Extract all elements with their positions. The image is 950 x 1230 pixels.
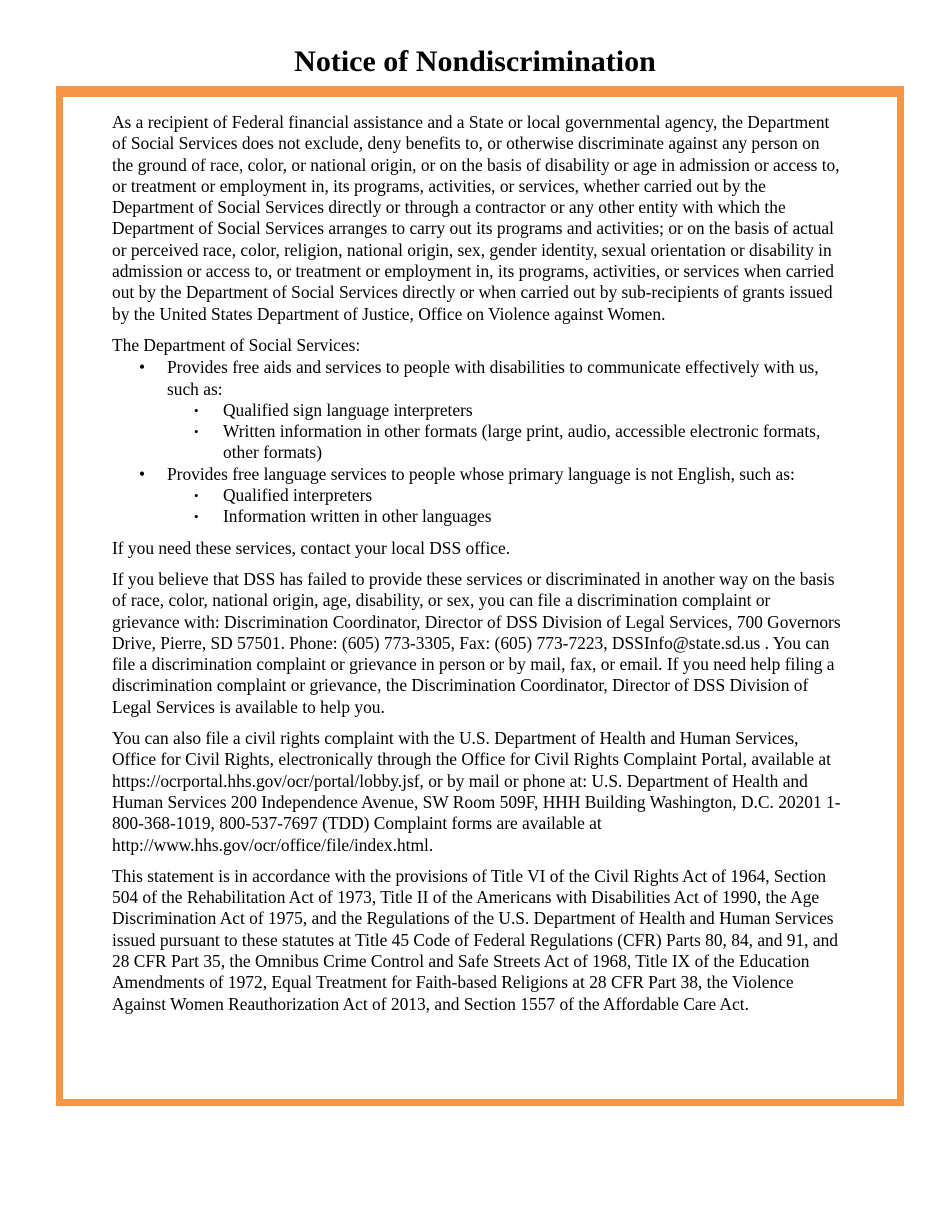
list-item <box>112 464 842 528</box>
nondiscrimination-paragraph: As a recipient of Federal financial assistance and a State or local governmental agency, the Department of Social Services does not exclude, deny benefits to, or otherwise discriminate against any person on the ground of race, color, or national origin, or on the basis of disability or age in admission or access to, or treatment or employment in, its programs, activities, or services, whether carried out by the Department of Social Services directly or through a contractor or any other entity with which the Department of Social Services arranges to carry out its programs and activities; or on the basis of actual or perceived race, color, religion, national origin, sex, gender identity, sexual orientation or disability in admission or access to, or treatment or employment in, its programs, activities, or services when carried out by the Department of Social Services directly or when carried out by sub-recipients of grants issued by the United States Department of Justice, Office on Violence against Women. <box>112 112 840 324</box>
sub-list <box>167 485 842 528</box>
sub-list <box>167 400 842 464</box>
page-title: Notice of Nondiscrimination <box>294 45 656 78</box>
sub-list-item: • Qualified interpreters <box>167 485 842 506</box>
statement-paragraph: This statement is in accordance with the provisions of Title VI of the Civil Rights Act of 1964, Section 504 of the Rehabilitation Act of 1973, Title II of the Americans with Disabilities Act of 1990, the Age Discrimination Act of 1975, and the Regulations of the U.S. Department of Health and Human Services issued pursuant to these statutes at Title 45 Code of Federal Regulations (CFR) Parts 80, 84, and 91, and 28 CFR Part 35, the Omnibus Crime Control and Safe Streets Act of 1968, Title IX of the Education Amendments of 1972, Equal Treatment for Faith-based Religions at 28 CFR Part 38, the Violence Against Women Reauthorization Act of 2013, and Section 1557 of the Affordable Care Act. <box>112 865 838 1014</box>
grievance-paragraph: If you believe that DSS has failed to provide these services or discriminated in another way on the basis of race, color, national origin, age, disability, or sex, you can file a discrimination complaint or grievance with: Discrimination Coordinator, Director of DSS Division of Legal Services, 700 Governors Drive, Pierre, SD 57501. Phone: (605) 773-3305, Fax: (605) 773-7223, DSSInfo@state.sd.us . You can file a discrimination complaint or grievance in person or by mail, fax, or email. If you need help filing a discrimination complaint or grievance, the Discrimination Coordinator, Director of DSS Division of Legal Services is available to help you. <box>112 568 841 717</box>
notice-body <box>112 112 842 1025</box>
list-item <box>112 357 842 463</box>
services-intro: The Department of Social Services: <box>112 334 361 355</box>
civil-rights-paragraph: You can also file a civil rights complaint with the U.S. Department of Health and Human Services, Office for Civil Rights, electronically through the Office for Civil Rights Complaint Portal, available at https://ocrportal.hhs.gov/ocr/portal/lobby.jsf, or by mail or phone at: U.S. Department of Health and Human Services 200 Independence Avenue, SW Room 509F, HHH Building Washington, D.C. 20201 1-800-368-1019, 800-537-7697 (TDD) Complaint forms are available at http://www.hhs.gov/ocr/office/file/index.html. <box>112 728 841 855</box>
sub-list-item: • Written information in other formats (large print, audio, accessible electronic formats, other formats) <box>167 421 842 464</box>
sub-list-item: • Information written in other languages <box>167 506 842 527</box>
service-item-text: Provides free aids and services to people with disabilities to communicate effectively with us, such as: <box>167 357 819 399</box>
contact-paragraph: If you need these services, contact your local DSS office. <box>112 537 511 558</box>
sub-list-item: • Qualified sign language interpreters <box>167 400 842 421</box>
notice-frame <box>56 86 904 1106</box>
service-item-text: Provides free language services to people whose primary language is not English, such as: <box>167 463 795 484</box>
services-list <box>112 357 842 527</box>
